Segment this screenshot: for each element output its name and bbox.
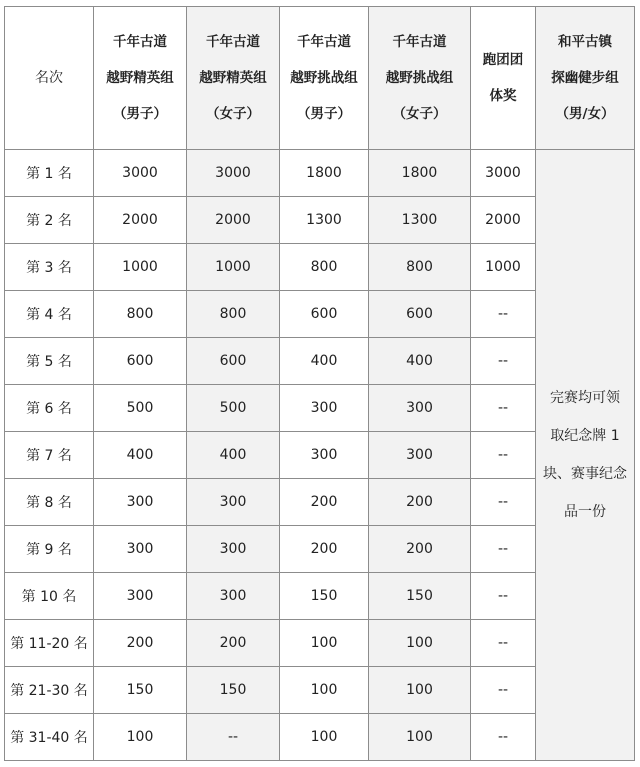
header-team-award — [471, 7, 536, 150]
rank-cell: 第 8 名 — [5, 479, 94, 526]
prize-cell: 150 — [94, 667, 187, 714]
rank-cell: 第 4 名 — [5, 291, 94, 338]
rank-cell: 第 11-20 名 — [5, 620, 94, 667]
prize-cell: 100 — [280, 620, 369, 667]
prize-cell: 300 — [280, 432, 369, 479]
prize-cell: 300 — [94, 573, 187, 620]
rank-cell: 第 5 名 — [5, 338, 94, 385]
prize-cell: 800 — [94, 291, 187, 338]
prize-cell: 1000 — [187, 244, 280, 291]
prize-cell: 200 — [94, 620, 187, 667]
prize-cell: 300 — [369, 432, 471, 479]
header-line: 体奖 — [489, 88, 517, 104]
header-line: 千年古道 — [297, 34, 351, 50]
prize-cell: -- — [471, 432, 536, 479]
header-line: （男子） — [297, 106, 351, 122]
header-line: 千年古道 — [113, 34, 167, 50]
prize-cell: 100 — [280, 667, 369, 714]
header-line: 千年古道 — [392, 34, 447, 50]
prize-cell: 1300 — [280, 197, 369, 244]
rank-cell: 第 3 名 — [5, 244, 94, 291]
rank-cell: 第 9 名 — [5, 526, 94, 573]
prize-cell: 150 — [187, 667, 280, 714]
prize-cell: 100 — [369, 667, 471, 714]
prize-cell: 100 — [94, 714, 187, 761]
prize-cell: 600 — [369, 291, 471, 338]
header-walk-group — [536, 7, 635, 150]
prize-cell: -- — [471, 573, 536, 620]
prize-cell: 3000 — [471, 150, 536, 197]
header-line: 越野挑战组 — [385, 70, 454, 86]
prize-cell: 2000 — [187, 197, 280, 244]
prize-cell: 3000 — [94, 150, 187, 197]
prize-cell: 400 — [369, 338, 471, 385]
header-line: （女子） — [206, 106, 260, 122]
prize-cell: 300 — [187, 573, 280, 620]
header-elite-women — [187, 7, 280, 150]
prize-cell: 600 — [280, 291, 369, 338]
prize-cell: 1800 — [280, 150, 369, 197]
header-row — [5, 7, 635, 150]
prize-cell: 1800 — [369, 150, 471, 197]
rank-cell: 第 6 名 — [5, 385, 94, 432]
prize-cell: 1300 — [369, 197, 471, 244]
header-challenge-women — [369, 7, 471, 150]
header-line: 名次 — [35, 70, 63, 86]
prize-cell: 400 — [187, 432, 280, 479]
prize-cell: -- — [471, 526, 536, 573]
prize-cell: -- — [471, 385, 536, 432]
prize-table — [4, 6, 635, 761]
prize-cell: 800 — [187, 291, 280, 338]
header-line: 跑团团 — [482, 52, 524, 68]
walk-group-note-line: 块、赛事纪念 — [543, 466, 627, 482]
header-line: 和平古镇 — [558, 34, 612, 50]
prize-cell: 600 — [94, 338, 187, 385]
prize-cell: 300 — [94, 479, 187, 526]
header-rank — [5, 7, 94, 150]
walk-group-note-line: 品一份 — [564, 504, 606, 520]
table-row — [5, 150, 635, 197]
prize-cell: -- — [471, 667, 536, 714]
prize-cell: 300 — [280, 385, 369, 432]
prize-table-container — [4, 6, 635, 761]
prize-cell: 2000 — [471, 197, 536, 244]
prize-cell: 3000 — [187, 150, 280, 197]
prize-cell: -- — [471, 479, 536, 526]
prize-cell: -- — [187, 714, 280, 761]
rank-cell: 第 21-30 名 — [5, 667, 94, 714]
header-line: 千年古道 — [206, 34, 260, 50]
prize-cell: 300 — [187, 526, 280, 573]
prize-cell: 400 — [94, 432, 187, 479]
prize-table-body — [5, 150, 635, 761]
header-line: （男/女） — [555, 106, 615, 122]
prize-cell: 200 — [280, 526, 369, 573]
prize-cell: 100 — [369, 620, 471, 667]
header-line: 越野挑战组 — [290, 70, 358, 86]
rank-cell: 第 10 名 — [5, 573, 94, 620]
walk-group-note-line: 完赛均可领 — [550, 390, 620, 406]
walk-group-note-cell — [536, 150, 635, 761]
rank-cell: 第 31-40 名 — [5, 714, 94, 761]
prize-cell: 300 — [94, 526, 187, 573]
prize-cell: 200 — [369, 479, 471, 526]
prize-cell: 150 — [369, 573, 471, 620]
header-challenge-men — [280, 7, 369, 150]
header-line: （女子） — [392, 106, 447, 122]
prize-cell: 150 — [280, 573, 369, 620]
prize-cell: 200 — [369, 526, 471, 573]
prize-cell: -- — [471, 291, 536, 338]
prize-cell: 400 — [280, 338, 369, 385]
prize-cell: -- — [471, 620, 536, 667]
prize-cell: -- — [471, 338, 536, 385]
header-line: 越野精英组 — [106, 70, 174, 86]
rank-cell: 第 2 名 — [5, 197, 94, 244]
prize-cell: 600 — [187, 338, 280, 385]
header-line: 探幽健步组 — [551, 70, 619, 86]
prize-cell: 2000 — [94, 197, 187, 244]
prize-cell: 1000 — [471, 244, 536, 291]
walk-group-note-line: 取纪念牌 1 — [550, 428, 620, 444]
header-elite-men — [94, 7, 187, 150]
rank-cell: 第 7 名 — [5, 432, 94, 479]
prize-cell: 300 — [369, 385, 471, 432]
prize-cell: 200 — [187, 620, 280, 667]
prize-cell: 100 — [280, 714, 369, 761]
prize-cell: 500 — [187, 385, 280, 432]
prize-cell: 100 — [369, 714, 471, 761]
prize-cell: 1000 — [94, 244, 187, 291]
prize-cell: 800 — [280, 244, 369, 291]
rank-cell: 第 1 名 — [5, 150, 94, 197]
header-line: 越野精英组 — [199, 70, 267, 86]
header-line: （男子） — [113, 106, 167, 122]
prize-cell: -- — [471, 714, 536, 761]
prize-cell: 300 — [187, 479, 280, 526]
prize-cell: 800 — [369, 244, 471, 291]
prize-cell: 200 — [280, 479, 369, 526]
prize-cell: 500 — [94, 385, 187, 432]
